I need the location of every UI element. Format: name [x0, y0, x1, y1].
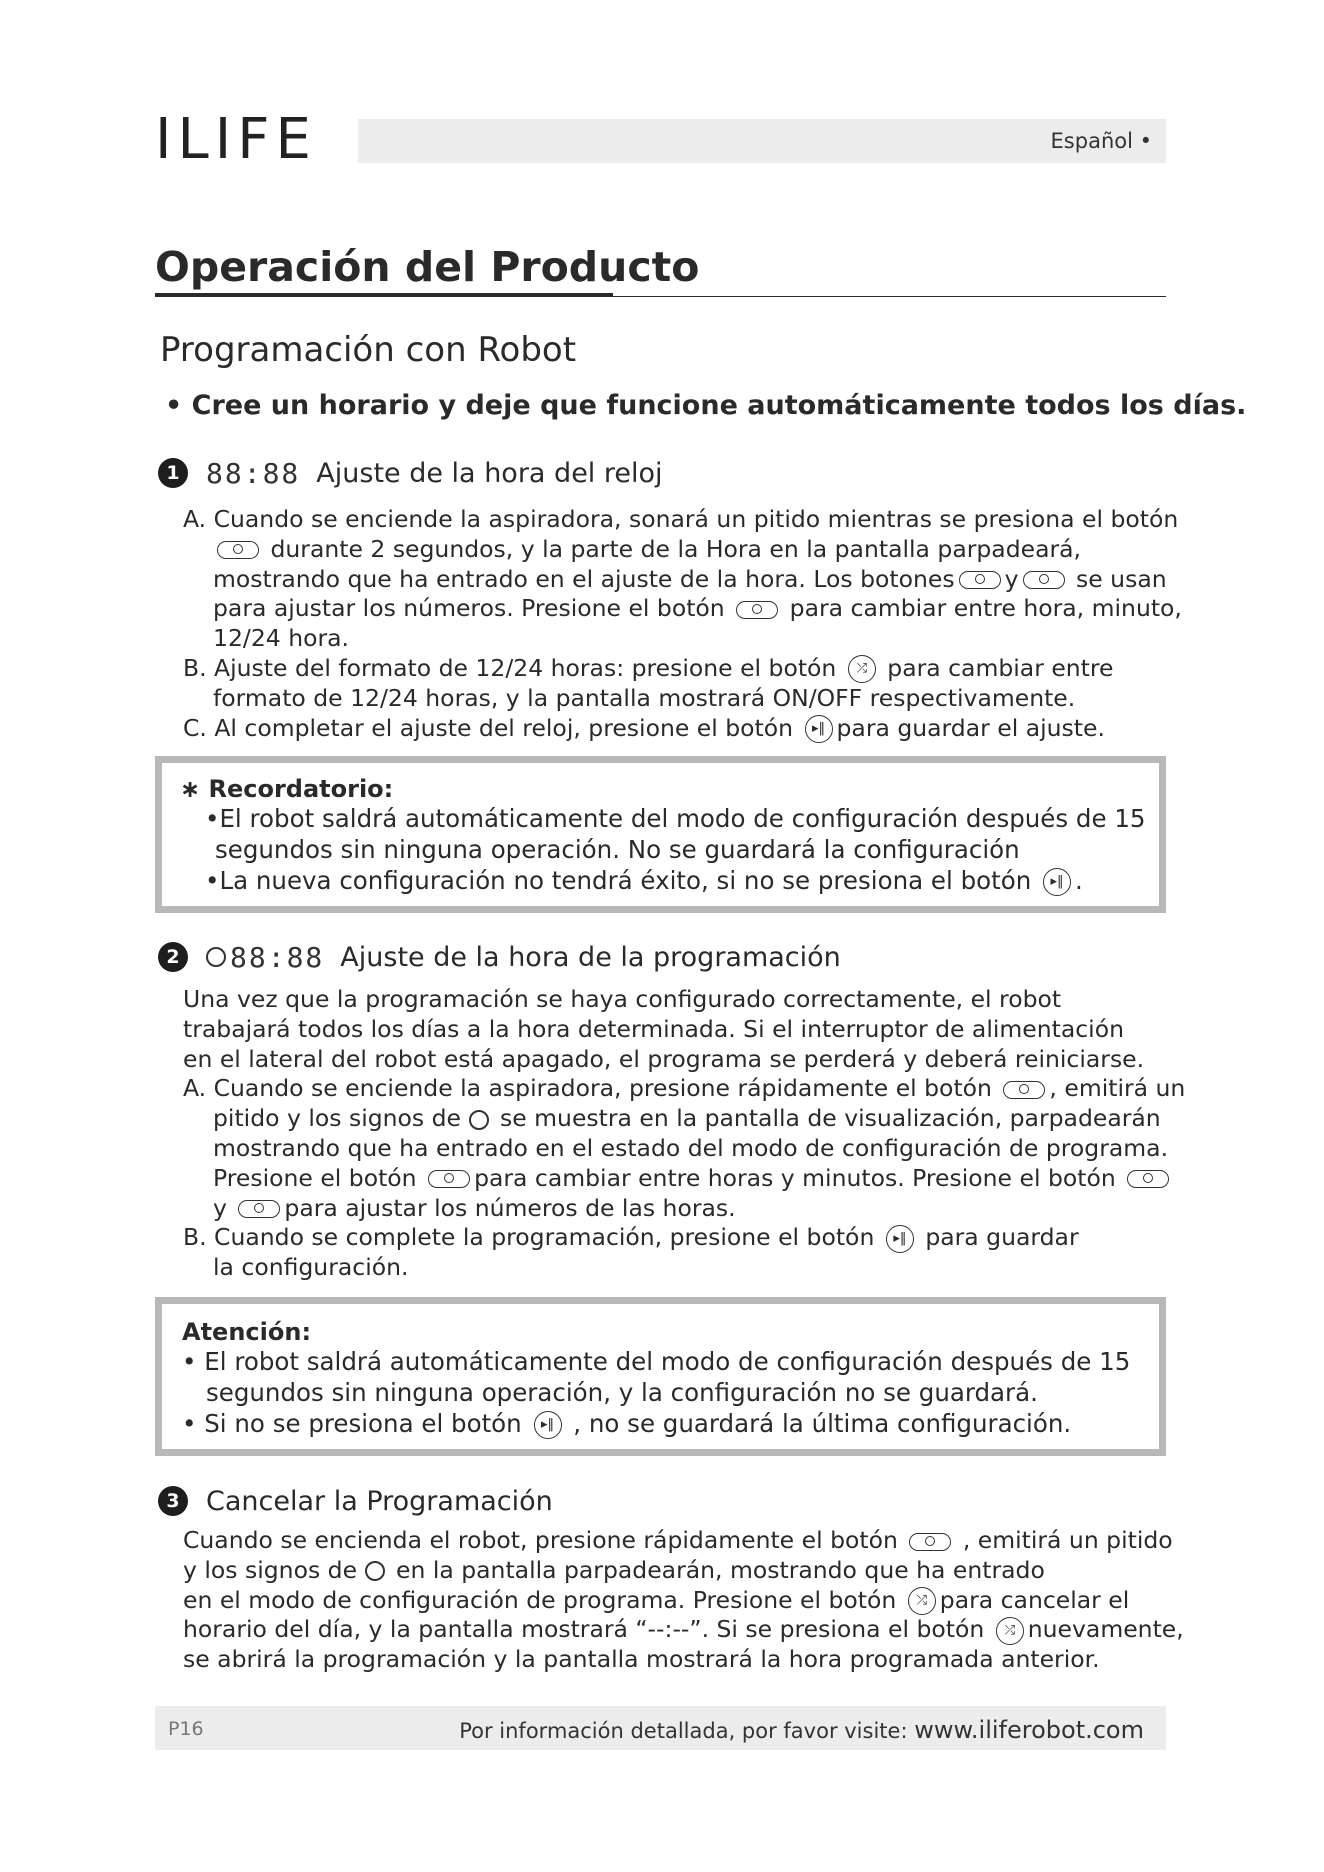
text-line: • El robot saldrá automáticamente del modo de configuración después de 15: [182, 1347, 1131, 1376]
text-line: y los signos de: [183, 1555, 358, 1584]
text-line: mostrando que ha entrado en el estado del modo de configuración de programa.: [213, 1133, 1169, 1162]
spot-button-icon: [1023, 571, 1065, 589]
language-bar: [358, 119, 1166, 163]
text-line: C. Al completar el ajuste del reloj, presione el botón: [183, 713, 794, 742]
text-line: Una vez que la programación se haya configurado correctamente, el robot: [183, 985, 1062, 1013]
section-3-title: Cancelar la Programación: [206, 1485, 553, 1517]
text-line: horario del día, y la pantalla mostrará “--:--”. Si se presiona el botón: [183, 1615, 985, 1644]
text-line: para cambiar entre horas y minutos. Presione el botón: [474, 1163, 1116, 1192]
lead-text: • Cree un horario y deje que funcione automáticamente todos los días.: [165, 390, 1247, 421]
text-line: formato de 12/24 horas, y la pantalla mostrará ON/OFF respectivamente.: [213, 683, 1076, 712]
text-line: durante 2 segundos, y la parte de la Hora en la pantalla parpadeará,: [270, 534, 1082, 563]
clock-button-icon: [1003, 1081, 1045, 1099]
play-pause-button-icon: ▸‖: [534, 1411, 562, 1439]
section-2-heading: [158, 940, 841, 974]
text-line: se muestra en la pantalla de visualización, parpadearán: [499, 1104, 1161, 1133]
play-pause-button-icon: ▸‖: [1043, 868, 1071, 896]
text-line: en el lateral del robot está apagado, el programa se perderá y deberá reiniciarse.: [183, 1044, 1145, 1073]
section-2-body: [183, 985, 1185, 1283]
step-number-3: 3: [158, 1486, 188, 1516]
text-line: en la pantalla parpadearán, mostrando que ha entrado: [396, 1555, 1045, 1584]
text-line: A. Cuando se enciende la aspiradora, presione rápidamente el botón: [183, 1074, 992, 1103]
footer-note-text: Por información detallada, por favor visite:: [459, 1719, 908, 1743]
shuffle-button-icon: ⤮: [848, 655, 876, 683]
text-line: Presione el botón: [213, 1163, 417, 1192]
clock-icon: [206, 947, 226, 967]
text-line: Cuando se encienda el robot, presione rápidamente el botón: [183, 1526, 898, 1554]
text-line: y: [1004, 564, 1019, 593]
text-line: , emitirá un: [1049, 1074, 1186, 1103]
text-line: 12/24 hora.: [213, 624, 349, 653]
text-line: se abrirá la programación y la pantalla mostrará la hora programada anterior.: [183, 1645, 1100, 1674]
text-line: • Si no se presiona el botón: [182, 1409, 522, 1438]
section-1-title: Ajuste de la hora del reloj: [316, 457, 663, 489]
section-2-title: Ajuste de la hora de la programación: [340, 941, 841, 973]
clock-icon: [469, 1110, 489, 1130]
shuffle-button-icon: ⤮: [996, 1617, 1024, 1645]
clock-icon: [365, 1561, 385, 1581]
brand-logo: ILIFE: [155, 107, 317, 172]
text-line: para cancelar el: [939, 1585, 1130, 1614]
text-line: •La nueva configuración no tendrá éxito, si no se presiona el botón: [205, 866, 1032, 895]
home-button-icon: [959, 571, 1001, 589]
website-link[interactable]: www.iliferobot.com: [914, 1716, 1144, 1744]
text-line: se usan: [1076, 564, 1167, 593]
text-line: trabajará todos los días a la hora determinada. Si el interruptor de alimentación: [183, 1014, 1124, 1043]
page-title: Operación del Producto: [155, 243, 700, 291]
text-line: segundos sin ninguna operación, y la configuración no se guardará.: [206, 1378, 1038, 1407]
text-line: para cambiar entre hora, minuto,: [789, 594, 1182, 623]
reminder-box: [155, 756, 1166, 913]
attention-heading: Atención:: [182, 1318, 312, 1346]
text-line: pitido y los signos de: [213, 1104, 462, 1133]
text-line: B. Cuando se complete la programación, presione el botón: [183, 1223, 875, 1252]
text-line: •El robot saldrá automáticamente del modo de configuración después de 15: [205, 804, 1146, 833]
text-line: A. Cuando se enciende la aspiradora, sonará un pitido mientras se presiona el botón: [183, 505, 1179, 533]
text-line: nuevamente,: [1027, 1615, 1184, 1644]
clock-button-icon: [909, 1533, 951, 1551]
text-line: para guardar el ajuste.: [836, 713, 1105, 742]
text-line: segundos sin ninguna operación. No se guardará la configuración: [215, 835, 1020, 864]
title-underline: [155, 293, 613, 297]
schedule-display: 88:88: [230, 940, 325, 974]
clock-button-icon: [736, 601, 778, 619]
section-3-heading: [158, 1484, 553, 1518]
text-line: para ajustar los números. Presione el botón: [213, 594, 725, 623]
text-line: y: [213, 1193, 227, 1222]
text-line: mostrando que ha entrado en el ajuste de la hora. Los botones: [213, 564, 955, 593]
play-pause-button-icon: ▸‖: [886, 1225, 914, 1253]
text-line: , no se guardará la última configuración.: [573, 1409, 1072, 1438]
page-footer: [155, 1706, 1166, 1750]
reminder-heading: ∗ Recordatorio:: [180, 775, 394, 803]
text-line: en el modo de configuración de programa. Presione el botón: [183, 1585, 897, 1614]
play-pause-button-icon: ▸‖: [805, 715, 833, 743]
step-number-2: 2: [158, 942, 188, 972]
attention-box: [155, 1297, 1166, 1456]
clock-button-icon: [428, 1170, 470, 1188]
page-subtitle: Programación con Robot: [160, 330, 577, 370]
section-1-body: [183, 505, 1182, 743]
text-line: .: [1075, 866, 1083, 895]
language-label: Español •: [1050, 129, 1152, 153]
title-rule: [613, 296, 1166, 297]
text-line: para cambiar entre: [887, 653, 1114, 682]
text-line: la configuración.: [213, 1253, 409, 1282]
spot-button-icon: [238, 1200, 280, 1218]
section-1-heading: [158, 456, 663, 490]
clock-display: 88:88: [206, 456, 301, 490]
text-line: B. Ajuste del formato de 12/24 horas: presione el botón: [183, 653, 837, 682]
section-3-body: [183, 1526, 1184, 1675]
step-number-1: 1: [158, 458, 188, 488]
text-line: para guardar: [925, 1223, 1079, 1252]
shuffle-button-icon: ⤮: [908, 1587, 936, 1615]
text-line: , emitirá un pitido: [962, 1526, 1173, 1554]
home-button-icon: [1127, 1170, 1169, 1188]
page-number: P16: [168, 1718, 204, 1740]
clock-button-icon: [217, 541, 259, 559]
text-line: para ajustar los números de las horas.: [284, 1193, 736, 1222]
footer-note: [459, 1716, 1144, 1744]
